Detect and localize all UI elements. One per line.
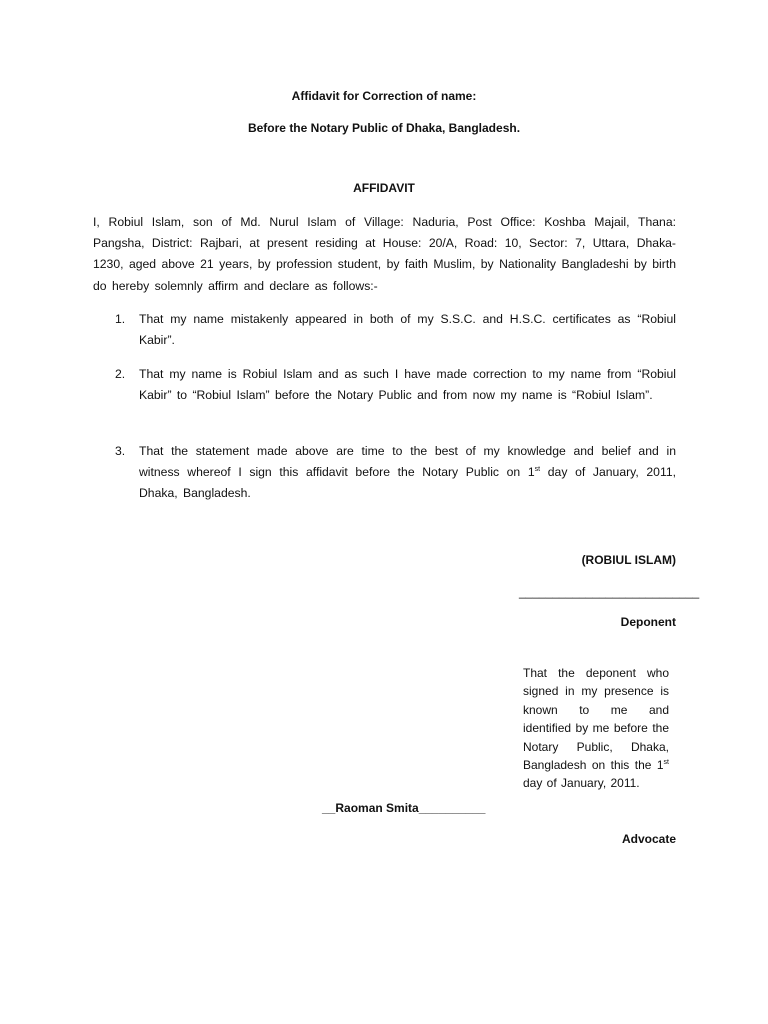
ordinal-suffix: st (663, 759, 669, 767)
certification-text: day of January, 2011. (523, 776, 640, 791)
item-number: 1. (115, 312, 126, 326)
list-item (93, 309, 676, 351)
witness-signature: __Raoman Smita__________ (322, 801, 486, 815)
deponent-label: Deponent (620, 615, 676, 629)
item-number: 2. (115, 367, 126, 381)
item-text-part: day of January, 2011, Dhaka, Bangladesh. (139, 465, 676, 501)
affidavit-heading: AFFIDAVIT (353, 181, 415, 195)
advocate-label: Advocate (621, 832, 676, 846)
ordinal-suffix: st (534, 466, 541, 474)
notary-certification (523, 664, 669, 793)
list-item (93, 364, 676, 406)
item-number: 3. (115, 444, 126, 458)
signature-line: ___________________________ (519, 585, 700, 599)
item-text (139, 441, 676, 505)
intro-paragraph: I, Robiul Islam, son of Md. Nurul Islam of Village: Naduria, Post Office: Koshba Majail, Thana: Pangsha, District: Rajbari, at present residing at House: 20/A, Road: 10, Sector: 7, Uttara, Dhaka-1230, aged above 21 years, by profession student, by faith Muslim, by Nationality Bangladeshi by birth do hereby solemnly affirm and declare as follows:- (93, 215, 676, 293)
document-title: Affidavit for Correction of name: (291, 89, 477, 103)
item-text: That my name mistakenly appeared in both of my S.S.C. and H.S.C. certificates as “Robiul Kabir”. (139, 312, 676, 348)
certification-text: That the deponent who signed in my presence is known to me and identified by me before the Notary Public, Dhaka, Bangladesh on this the 1 (523, 666, 669, 773)
item-text-part: That the statement made above are time to the best of my knowledge and belief and in witness whereof I sign this affidavit before the Notary Public on 1 (139, 444, 676, 480)
deponent-name: (ROBIUL ISLAM) (581, 553, 676, 567)
item-text: That my name is Robiul Islam and as such I have made correction to my name from “Robiul Kabir” to “Robiul Islam” before the Notary Public and from now my name is “Robiul Islam”. (139, 367, 676, 403)
list-item (93, 441, 676, 505)
document-subtitle: Before the Notary Public of Dhaka, Bangladesh. (247, 121, 521, 135)
